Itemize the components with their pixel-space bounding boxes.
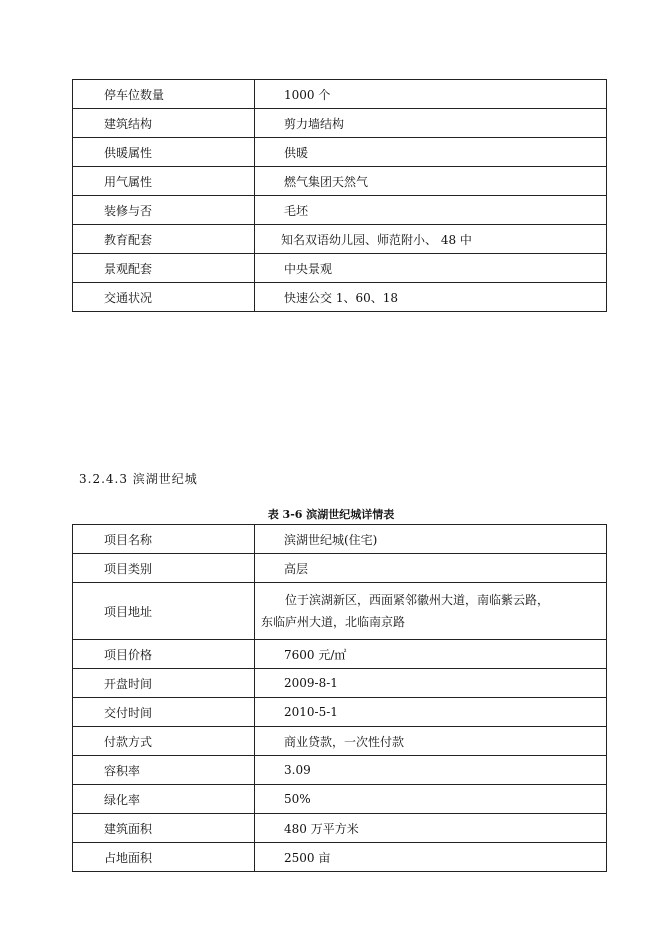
table-row [73, 785, 607, 814]
row-value: 1000 个 [255, 80, 607, 109]
row-value: 50% [255, 785, 607, 814]
table-row [73, 225, 607, 254]
table-row [73, 814, 607, 843]
binhu-century-city-details-table [72, 524, 607, 872]
row-value: 剪力墙结构 [255, 109, 607, 138]
row-label: 绿化率 [73, 785, 255, 814]
table-row [73, 843, 607, 872]
row-label: 装修与否 [73, 196, 255, 225]
row-value: 滨湖世纪城(住宅) [255, 525, 607, 554]
row-value: 快速公交 1、60、18 [255, 283, 607, 312]
table-row [73, 196, 607, 225]
table-row [73, 669, 607, 698]
table-row [73, 698, 607, 727]
table-row [73, 109, 607, 138]
row-label: 停车位数量 [73, 80, 255, 109]
row-label: 容积率 [73, 756, 255, 785]
row-value: 燃气集团天然气 [255, 167, 607, 196]
address-line-1: 位于滨湖新区，西面紧邻徽州大道，南临紫云路， [285, 593, 550, 607]
row-label: 付款方式 [73, 727, 255, 756]
row-label: 建筑面积 [73, 814, 255, 843]
address-line-2: 东临庐州大道，北临南京路 [261, 615, 406, 629]
row-label: 项目价格 [73, 640, 255, 669]
table-row [73, 525, 607, 554]
row-label: 占地面积 [73, 843, 255, 872]
row-value: 2009-8-1 [255, 669, 607, 698]
row-label: 教育配套 [73, 225, 255, 254]
row-label: 项目类别 [73, 554, 255, 583]
row-value: 毛坯 [255, 196, 607, 225]
table-row [73, 138, 607, 167]
row-value-address [255, 583, 607, 640]
row-label: 用气属性 [73, 167, 255, 196]
table-row [73, 727, 607, 756]
row-label: 供暖属性 [73, 138, 255, 167]
table-row [73, 756, 607, 785]
row-label: 项目名称 [73, 525, 255, 554]
table-row [73, 583, 607, 640]
row-value: 7600 元/㎡ [255, 640, 607, 669]
table-row [73, 283, 607, 312]
table-caption: 表 3-6 滨湖世纪城详情表 [267, 508, 395, 521]
row-value: 3.09 [255, 756, 607, 785]
table-row [73, 167, 607, 196]
table-row [73, 640, 607, 669]
row-value: 480 万平方米 [255, 814, 607, 843]
row-value: 2500 亩 [255, 843, 607, 872]
row-label: 交通状况 [73, 283, 255, 312]
row-label: 项目地址 [73, 583, 255, 640]
row-value: 供暖 [255, 138, 607, 167]
row-value: 2010-5-1 [255, 698, 607, 727]
row-label: 建筑结构 [73, 109, 255, 138]
row-label: 开盘时间 [73, 669, 255, 698]
row-value: 商业贷款，一次性付款 [255, 727, 607, 756]
section-heading: 3.2.4.3 滨湖世纪城 [79, 472, 198, 486]
row-label: 交付时间 [73, 698, 255, 727]
row-value: 高层 [255, 554, 607, 583]
property-details-table-continued [72, 79, 607, 312]
table-row [73, 80, 607, 109]
row-label: 景观配套 [73, 254, 255, 283]
table-row [73, 254, 607, 283]
table-row [73, 554, 607, 583]
row-value: 知名双语幼儿园、师范附小、 48 中 [255, 225, 607, 254]
row-value: 中央景观 [255, 254, 607, 283]
